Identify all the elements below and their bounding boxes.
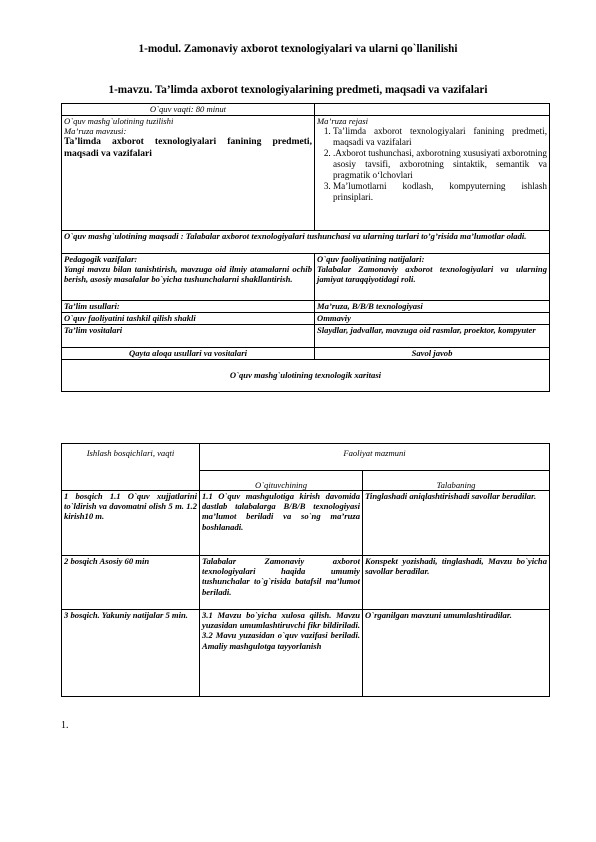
stage-cell: [62, 610, 200, 697]
stage-cell: [62, 491, 200, 556]
plan-item: 1. Ta’limda axborot texnologiyalari fanining predmeti, maqsadi va vazifalari: [333, 126, 547, 148]
stage-text: 2 bosqich Asosiy 60 min: [64, 556, 150, 566]
tasks-row: [62, 254, 550, 301]
teacher-text: Talabalar Zamonaviy axborot texnologiyalari haqida umumiy tushunchalar to`g`risida batafsil ma’lumot beriladi.: [202, 556, 360, 597]
page-list-number: 1.: [61, 720, 69, 731]
lecture-topic: Ta’limda axborot texnologiyalari fanining predmeti, maqsadi va vazifalari: [64, 136, 312, 160]
technology-map-table: [61, 443, 550, 697]
methods: Ma’ruza, B/B/B texnologiyasi: [317, 301, 423, 311]
ped-tasks-cell: [62, 254, 315, 301]
form-cell: [315, 313, 550, 325]
table-row: [62, 491, 550, 556]
lecture-topic-label: Ma’ruza mavzusi:: [64, 126, 127, 137]
teacher-cell: [200, 491, 363, 556]
col-stage: Ishlash bosqichlari, vaqti: [86, 448, 175, 458]
stage-text: 1 bosqich 1.1 O`quv xujjatlarini to`ldirish va davomatni olish 5 m. 1.2 kirish10 m.: [64, 491, 197, 522]
lesson-info-table: [61, 103, 550, 392]
student-cell: [363, 610, 550, 697]
plan-item: 3. Ma’lumotlarni kodlash, kompyuterning ishlash prinsiplari.: [333, 181, 547, 203]
tools-label-cell: [62, 325, 315, 348]
tools-row: [62, 325, 550, 348]
student-text: Konspekt yozishadi, tinglashadi, Mavzu bo`yicha savollar beradilar.: [365, 556, 547, 577]
lesson-time: O`quv vaqti: 80 minut: [149, 104, 227, 114]
form-value: Ommaviy: [317, 313, 351, 323]
structure-cell: [62, 116, 315, 231]
results-cell: [315, 254, 550, 301]
ped-tasks-label: Pedagogik vazifalar:: [64, 254, 138, 264]
teacher-header-cell: [200, 471, 363, 491]
topic-title: 1-mavzu. Ta’limda axborot texnologiyalarining predmeti, maqsadi va vazifalari: [108, 84, 488, 96]
form-label-cell: [62, 313, 315, 325]
stage-cell: [62, 556, 200, 610]
structure-label: O`quv mashg`ulotining tuzilishi: [64, 116, 174, 126]
plan-item: 2. .Axborot tushunchasi, axborotning xususiyati axborotning asosiy tavsifi, axborotning sintaktik, semantik va pragmatik o‘lchovlari: [333, 148, 547, 181]
student-text: Tinglashadi aniqlashtirishadi savollar beradilar.: [365, 491, 537, 501]
empty-cell: [315, 104, 550, 116]
methods-label: Ta’lim usullari:: [64, 301, 120, 311]
col-content: Faoliyat mazmuni: [343, 448, 406, 458]
student-cell: [363, 491, 550, 556]
teacher-cell: [200, 556, 363, 610]
student-header-cell: [363, 471, 550, 491]
lesson-goal: O`quv mashg`ulotining maqsadi : Talabalar axborot texnologiyalari tushunchasi va ularning turlari to’g’risida ma’lumotlar oladi.: [64, 231, 527, 241]
teacher-text: 1.1 O`quv mashgulotiga kirish davomida dastlab talabalarga B/B/B texnologiyasi ma’lumot beriladi va so`ng ma’ruza boshlanadi.: [202, 491, 360, 532]
module-title: 1-modul. Zamonaviy axborot texnologiyalari va ularni qo`llanilishi: [138, 43, 458, 55]
structure-row: [62, 116, 550, 231]
tools-cell: [315, 325, 550, 348]
teacher-text: 3.1 Mavzu bo`yicha xulosa qilish. Mavzu yuzasidan umumlashtiruvchi fikr bildiriladi. 3.2 Mavu yuzasidan o`quv vazifasi beriladi. Amaliy mashgulotga tayyorlanish: [202, 610, 360, 651]
form-row: [62, 313, 550, 325]
map-header-row: [62, 444, 550, 471]
tools-label: Ta’lim vositalari: [64, 325, 123, 335]
feedback-cell: [315, 348, 550, 360]
ped-tasks: Yangi mavzu bilan tanishtirish, mavzuga oid ilmiy atamalarni ochib berish, asosiy masalalar bo`yicha tushunchalarni shakllantirish.: [64, 264, 312, 285]
student-text: O`rganilgan mavzuni umumlashtiradilar.: [365, 610, 512, 620]
feedback: Savol javob: [411, 348, 453, 358]
stage-header-cell: [62, 444, 200, 491]
feedback-label-cell: [62, 348, 315, 360]
tools: Slaydlar, jadvallar, mavzuga oid rasmlar, proektor, kompyuter: [317, 325, 536, 335]
methods-label-cell: [62, 301, 315, 313]
goal-row: [62, 231, 550, 254]
col-student: Talabaning: [436, 479, 476, 490]
content-header-cell: [200, 444, 550, 471]
time-row: [62, 104, 550, 116]
plan-label: Ma’ruza rejasi: [317, 116, 369, 126]
form-label: O`quv faoliyatini tashkil qilish shakli: [64, 313, 196, 323]
goal-cell: [62, 231, 550, 254]
feedback-label: Qayta aloqa usullari va vositalari: [129, 348, 247, 358]
results-label: O`quv faoliyatining natijalari:: [317, 254, 425, 264]
feedback-row: [62, 348, 550, 360]
table-row: [62, 556, 550, 610]
methods-cell: [315, 301, 550, 313]
plan-cell: [315, 116, 550, 231]
map-title: O`quv mashg`ulotining texnologik xaritasi: [229, 370, 382, 381]
student-cell: [363, 556, 550, 610]
methods-row: [62, 301, 550, 313]
map-title-cell: [62, 360, 550, 392]
table-row: [62, 610, 550, 697]
time-cell: [62, 104, 315, 116]
col-teacher: O`qituvchining: [254, 479, 308, 490]
stage-text: 3 bosqich. Yakuniy natijalar 5 min.: [64, 610, 188, 620]
results: Talabalar Zamonaviy axborot texnologiyalari va ularning jamiyat taraqqiyotidagi roli.: [317, 264, 547, 285]
plan-list: [317, 126, 547, 203]
map-title-row: [62, 360, 550, 392]
teacher-cell: [200, 610, 363, 697]
